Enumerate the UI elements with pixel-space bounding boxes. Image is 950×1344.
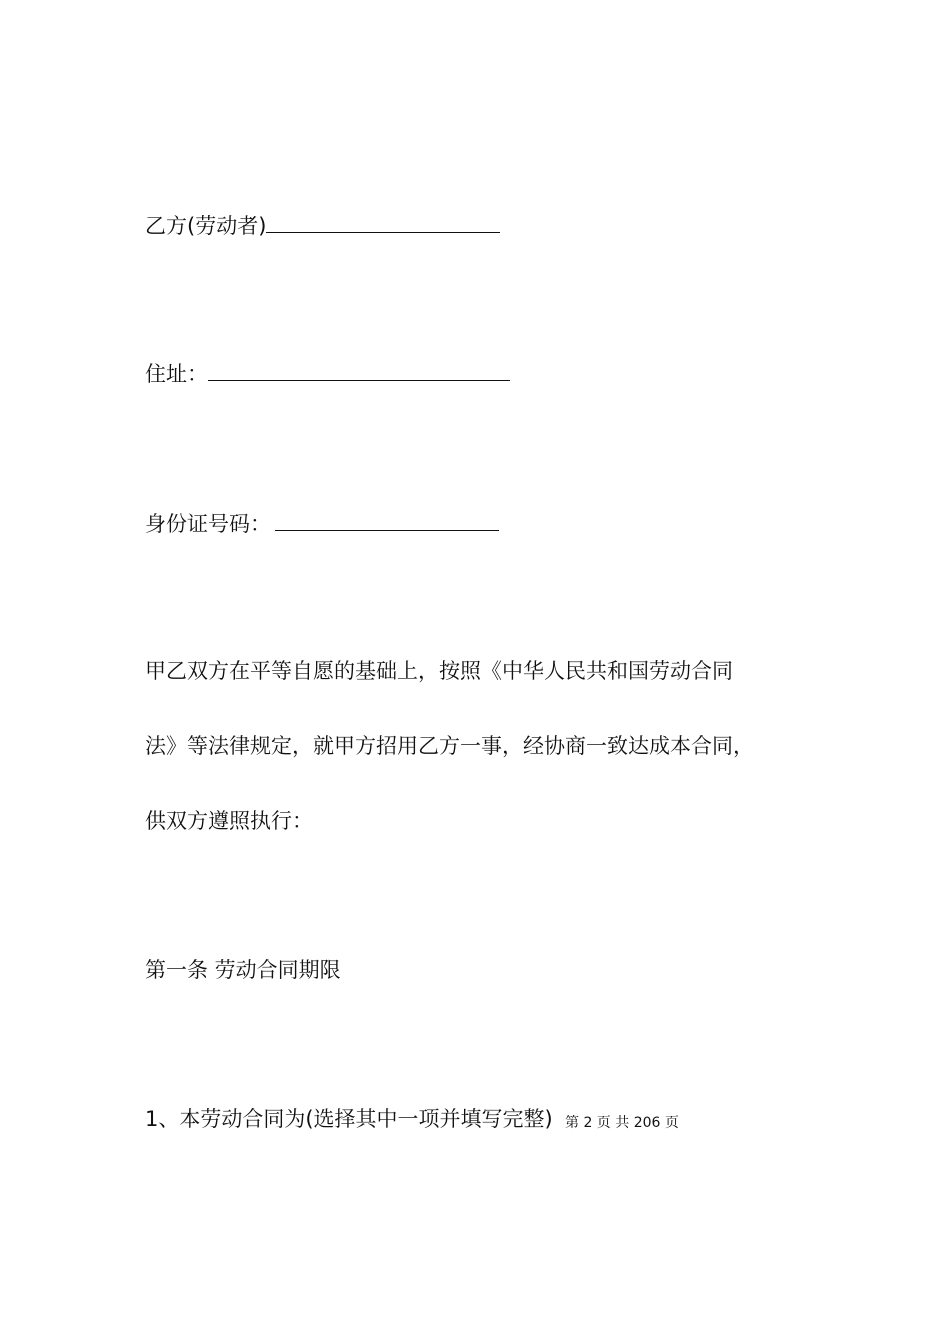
preamble-line-1: 甲乙双方在平等自愿的基础上，按照《中华人民共和国劳动合同 <box>145 659 733 683</box>
party-b-field <box>145 210 500 241</box>
address-blank <box>208 358 510 381</box>
preamble-line-3: 供双方遵照执行： <box>145 809 313 833</box>
id-number-blank <box>275 508 499 531</box>
id-number-label: 身份证号码： <box>145 512 271 536</box>
party-b-label: 乙方(劳动者) <box>145 214 267 238</box>
article-1-title: 第一条 劳动合同期限 <box>145 958 341 982</box>
address-field <box>145 358 510 389</box>
page-footer: 第 2 页 共 206 页 <box>565 1115 679 1131</box>
article-1-item-1: 1、本劳动合同为(选择其中一项并填写完整) <box>145 1107 553 1131</box>
address-label: 住址： <box>145 362 208 386</box>
party-b-blank <box>266 210 500 233</box>
id-number-field <box>145 508 499 539</box>
preamble-line-2: 法》等法律规定，就甲方招用乙方一事，经协商一致达成本合同， <box>145 734 754 758</box>
